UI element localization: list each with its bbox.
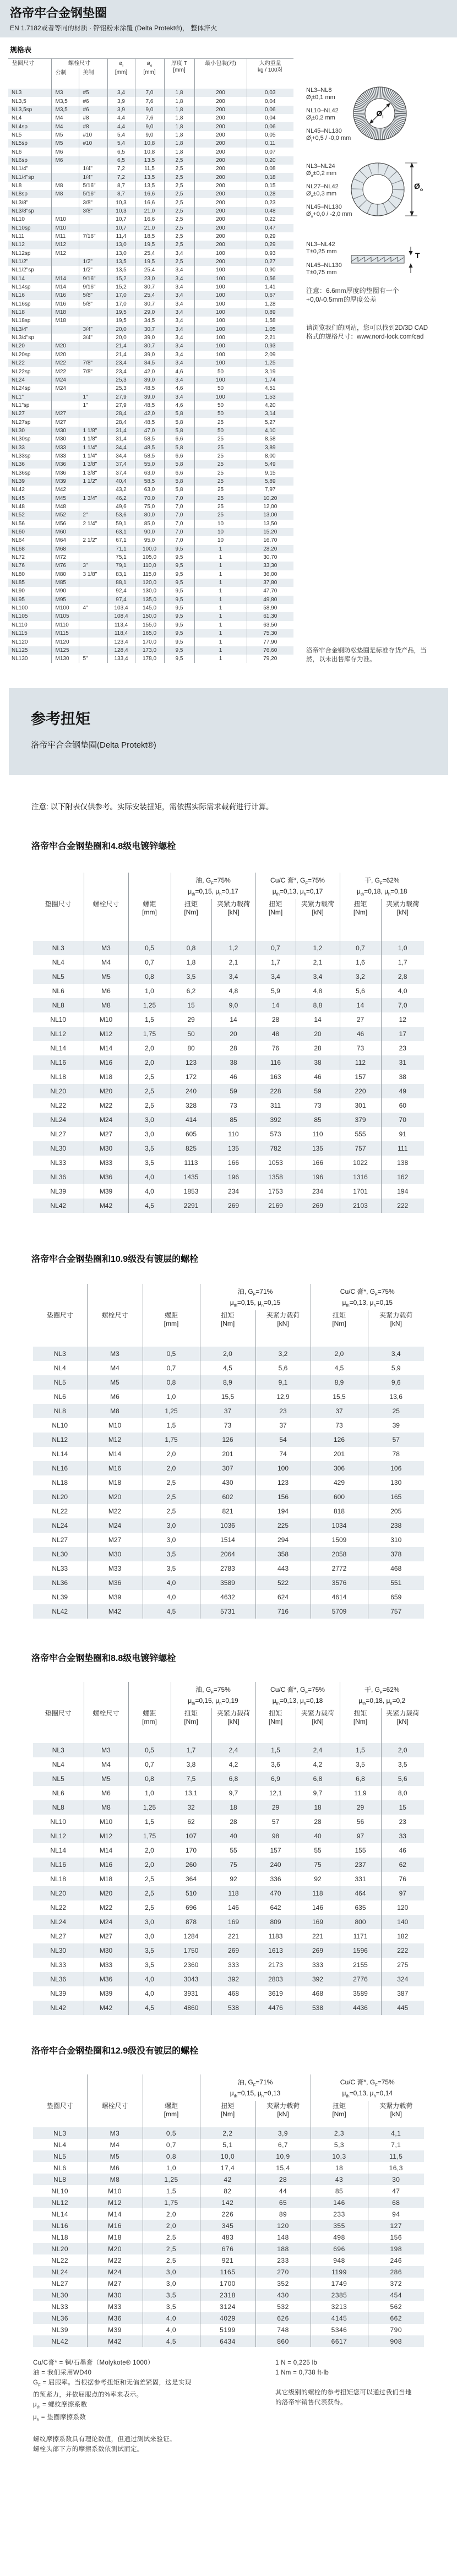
table-row: NL30 M30 1 1/8" 31,4 47,0 5,8 50 4,10: [8, 427, 293, 435]
header-banner: [0, 0, 457, 37]
table-row: NL11 M11 7/16" 11,4 18,5 2,5 200 0,29: [8, 232, 293, 241]
table-row: NL3 M3 #5 3,4 7,0 1,8 200 0,03: [8, 89, 293, 97]
lube-group-oil: 油, $G_F=71\%$ $\mu_{th}=0,15$, $\mu_h=0,13$: [200, 2074, 311, 2101]
table-row: NL22 M22 2,5 821 194 818 205: [33, 1504, 424, 1518]
table-row: NL39 M39 4,0 5199 748 5346 790: [33, 2324, 424, 2335]
table-row: NL36sp M36 1 3/8" 37,4 63,0 6,6 25 9,15: [8, 469, 293, 477]
table-row: NL8 M8 1,25 32 18 29 18 29 15: [33, 1800, 424, 1815]
col-header-torque: 扭矩 [Nm]: [340, 899, 381, 941]
table-row: NL18 M18 2,5 172 46 163 46 157 38: [33, 1070, 424, 1084]
table-row: NL1"sp 1" 27,9 48,5 4,6 50 4,20: [8, 401, 293, 410]
col-header-clamp-load: 夹紧力载荷 [kN]: [296, 899, 340, 941]
footnote-line: 螺纹摩擦系数具有理论数值，但通过测试来验证。: [33, 2436, 176, 2443]
col-header-clamp-load: 夹紧力载荷 [kN]: [211, 899, 255, 941]
table-row: NL33 M33 3,5 3124 532 3213 562: [33, 2301, 424, 2312]
col-header-clamp-load: 夹紧力载荷 [kN]: [368, 2101, 424, 2127]
table-row: NL68 M68 71,1 100,0 9,5 1 28,20: [8, 545, 293, 553]
table-row: NL10 M10 1,5 73 37 73 39: [33, 1418, 424, 1433]
table-row: NL27 M27 3,0 1514 294 1509 310: [33, 1533, 424, 1547]
lube-group-paste: Cu/C 膏*, $G_F=75\%$ $\mu_{th}=0,13$, $\mu_h=0,14$: [311, 2074, 424, 2101]
torque-table-grade-10-9: [33, 1284, 424, 1619]
torque-table-1-body: [33, 941, 424, 1213]
footnote-line: [33, 2425, 270, 2435]
col-header-thickness: 厚度 T [mm]: [164, 59, 194, 89]
lube-group-paste: Cu/C 膏*, $G_F=75\%$ $\mu_{th}=0,13$, $\mu_h=0,15$: [311, 1284, 424, 1310]
page-title: 洛帝牢合金钢垫圈: [10, 6, 107, 20]
table-row: NL12 M12 1,75 142 65 146 68: [33, 2197, 424, 2208]
tolerance-item: NL45–NL130 T±0,75 mm: [306, 262, 342, 276]
col-header-us: 美制: [79, 68, 107, 89]
table-row: NL10 M10 1,5 82 44 85 47: [33, 2185, 424, 2197]
table-row: NL125 M125 128,4 173,0 9,5 1 76,60: [8, 646, 293, 655]
table-row: NL110 M110 113,4 155,0 9,5 1 63,50: [8, 621, 293, 629]
lube-group-oil: 油, $G_F=71\%$ $\mu_{th}=0,15$, $\mu_h=0,15$: [200, 1284, 311, 1310]
torque-table-4-title: 洛帝牢合金钢垫圈和12.9级没有镀层的螺栓: [31, 2046, 199, 2056]
table-row: NL42 M42 4,5 5731 716 5709 757: [33, 1604, 424, 1619]
col-header-bolt-size: 螺栓尺寸: [84, 899, 128, 941]
table-row: NL16sp M16 5/8" 17,0 30,7 3,4 100 1,28: [8, 300, 293, 308]
table-row: NL22 M22 7/8" 23,4 34,5 3,4 100 1,25: [8, 359, 293, 367]
table-row: NL14 M14 2,0 170 55 157 55 155 46: [33, 1843, 424, 1858]
table-row: NL24 M24 25,3 39,0 3,4 100 1,74: [8, 376, 293, 384]
footnote-line: $G_F$ = 屈服率。当根据参考扭矩和无偏差紧固，这是实现: [33, 2379, 192, 2388]
table-row: NL36 M36 4,0 1435 196 1358 196 1316 162: [33, 1170, 424, 1184]
col-header-washer-size: 垫圈尺寸: [46, 2102, 73, 2110]
torque-table-grade-8-8: [33, 1682, 424, 2015]
table-row: NL14 M14 2,0 226 89 233 94: [33, 2208, 424, 2220]
table-row: NL42 M42 43,2 63,0 5,8 25 7,97: [8, 486, 293, 494]
table-row: NL22 M22 2,5 696 146 642 146 635 120: [33, 1900, 424, 1915]
table-row: NL33 M33 3,5 2360 333 2173 333 2155 275: [33, 1958, 424, 1972]
col-header-torque: 扭矩 [Nm]: [340, 1708, 381, 1743]
table-row: NL16 M16 2,0 260 75 240 75 237 62: [33, 1858, 424, 1872]
table-row: NL1/2"sp 1/2" 13,5 25,4 3,4 100 0,90: [8, 266, 293, 274]
col-header-clamp-load: 夹紧力载荷 [kN]: [255, 1310, 311, 1347]
table-row: NL36 M36 1 3/8" 37,4 55,0 5,8 25 5,49: [8, 460, 293, 469]
washer-cross-section-diagram: [350, 247, 422, 273]
lube-group-oil: 油, $G_F=75\%$ $\mu_{th}=0,15$, $\mu_h=0,17$: [171, 873, 255, 899]
table-row: NL90 M90 92,4 130,0 9,5 1 47,70: [8, 587, 293, 595]
footnote-line: 螺栓头部下方的摩擦系数依测试而定。: [33, 2446, 144, 2453]
table-row: NL8 M8 1,25 42 28 43 30: [33, 2174, 424, 2185]
footnote-line: 的洛帝牢销售代表获得。: [275, 2399, 347, 2406]
col-header-torque: 扭矩 [Nm]: [200, 2101, 255, 2127]
table-row: NL10 M10 10,7 16,6 2,5 200 0,22: [8, 215, 293, 224]
table-row: NL42 M42 4,5 2291 269 2169 269 2103 222: [33, 1199, 424, 1213]
table-row: NL33 M33 3,5 2783 443 2772 468: [33, 1561, 424, 1576]
table-row: NL3 M3 0,5 0,8 1,2 0,7 1,2 0,7 1,0: [33, 941, 424, 955]
table-row: NL12 M12 1,75 107 40 98 40 97 33: [33, 1829, 424, 1843]
table-row: NL52 M52 2" 53,6 80,0 7,0 25 13,00: [8, 511, 293, 519]
table-row: NL30sp M30 1 1/8" 31,4 58,5 6,6 25 8,58: [8, 435, 293, 443]
table-row: NL42 M42 4,5 4860 538 4476 538 4436 445: [33, 2001, 424, 2015]
table-row: NL39 M39 4,0 1853 234 1753 234 1701 194: [33, 1184, 424, 1199]
col-header-pitch: 螺距 [mm]: [128, 1708, 171, 1743]
table-row: NL22sp M22 7/8" 23,4 42,0 4,6 50 3,19: [8, 367, 293, 375]
table-row: NL39 M39 4,0 3931 468 3619 468 3589 387: [33, 1986, 424, 2001]
table-row: NL14sp M14 9/16" 15,2 30,7 3,4 100 1,41: [8, 283, 293, 291]
table-row: NL3/8" 3/8" 10,3 16,6 2,5 200 0,23: [8, 198, 293, 206]
table-row: NL3,5sp M3,5 #6 3,9 9,0 1,8 200 0,06: [8, 106, 293, 114]
table-row: NL4 M4 0,7 4,5 5,6 4,5 5,9: [33, 1361, 424, 1375]
spec-section-label: 规格表: [10, 46, 32, 54]
col-header-washer-size: 垫圈尺寸: [46, 1311, 73, 1319]
table-row: NL18 M18 2,5 483 148 498 156: [33, 2231, 424, 2243]
col-header-torque: 扭矩 [Nm]: [311, 1310, 368, 1347]
torque-section-banner: [9, 688, 448, 775]
table-row: NL18 M18 19,5 29,0 3,4 100 0,89: [8, 308, 293, 317]
col-header-bolt-size: 螺栓尺寸: [51, 59, 107, 69]
col-header-washer-size: 垫圈尺寸: [45, 900, 72, 908]
col-header-outer-diameter: $ø_o$ [mm]: [135, 59, 164, 89]
footnote-line: $\mu_h$ = 垫圈摩擦系数: [33, 2414, 86, 2422]
footnote-line: [275, 2378, 446, 2388]
table-row: NL105 M105 108,4 150,0 9,5 1 61,30: [8, 612, 293, 620]
spec-table: [8, 58, 293, 663]
table-row: NL8 M8 1,25 37 23 37 25: [33, 1404, 424, 1418]
table-row: NL3/4"sp 3/4" 20,0 39,0 3,4 100 2,21: [8, 334, 293, 342]
table-row: NL27 M27 3,0 1284 221 1183 221 1171 182: [33, 1929, 424, 1943]
col-header-bolt-size: 螺栓尺寸: [87, 1310, 143, 1347]
table-row: NL85 M85 88,1 120,0 9,5 1 37,80: [8, 579, 293, 587]
table-row: NL20 M20 21,4 30,7 3,4 100 0,93: [8, 342, 293, 350]
table-row: NL24 M24 3,0 1036 225 1034 238: [33, 1518, 424, 1533]
col-header-min-pack: 最小包装(对): [194, 59, 247, 89]
col-header-torque: 扭矩 [Nm]: [171, 899, 211, 941]
table-row: NL48 M48 49,6 75,0 7,0 25 12,00: [8, 503, 293, 511]
cad-note: 请浏览我们的网站，您可以找到2D/3D CAD 格式的规格尺寸：www.nord-lock.com/cad: [306, 325, 428, 340]
table-row: NL16 M16 2,0 123 38 116 38 112 31: [33, 1055, 424, 1070]
table-row: NL8 M8 1,25 15 9,0 14 8,8 14 7,0: [33, 998, 424, 1012]
thickness-note: 注意：6.6mm厚度的垫圈有一个 +0,0/-0.5mm的厚度公差: [306, 287, 399, 303]
col-header-clamp-load: 夹紧力载荷 [kN]: [296, 1708, 340, 1743]
table-row: NL5sp M5 #10 5,4 10,8 1,8 200 0,11: [8, 139, 293, 148]
table-row: NL3/4" 3/4" 20,0 30,7 3,4 100 1,05: [8, 325, 293, 334]
tolerance-item: NL10–NL42 $Ø_i\pm 0,2$ mm: [306, 107, 339, 123]
table-row: NL14 M14 2,0 201 74 201 78: [33, 1447, 424, 1461]
table-row: NL27 M27 28,4 42,0 5,8 50 3,14: [8, 410, 293, 418]
col-header-clamp-load: 夹紧力载荷 [kN]: [255, 2101, 311, 2127]
table-row: NL27 M27 3,0 605 110 573 110 555 91: [33, 1127, 424, 1141]
table-row: NL1/4" 1/4" 7,2 11,5 2,5 200 0,08: [8, 165, 293, 173]
table-row: NL16 M16 2,0 307 100 306 106: [33, 1461, 424, 1475]
torque-table-3-title: 洛帝牢合金钢垫圈和8.8级电镀锌螺栓: [31, 1654, 176, 1663]
table-row: NL3,5 M3,5 #6 3,9 7,6 1,8 200 0,04: [8, 97, 293, 105]
table-row: NL36 M36 4,0 4029 626 4145 662: [33, 2312, 424, 2324]
col-header-pitch: 螺距 [mm]: [128, 899, 171, 941]
table-row: NL12sp M12 13,0 25,4 3,4 100 0,93: [8, 249, 293, 258]
torque-section-subtitle: 洛帝牢合金钢垫圈(Delta Protekt®): [31, 740, 156, 750]
washer-outer-diameter-diagram: [350, 161, 422, 218]
footnote-line: 1 Nm = 0,738 ft-lb: [275, 2370, 329, 2376]
table-row: NL3 M3 0,5 1,7 2,4 1,5 2,4 1,5 2,0: [33, 1743, 424, 1757]
footnote-line: 的预紧力，并依屈服点的%率来表示。: [33, 2392, 143, 2399]
table-row: NL6 M6 6,5 10,8 1,8 200 0,07: [8, 148, 293, 156]
table-row: NL120 M120 123,4 170,0 9,5 1 77,90: [8, 638, 293, 646]
footnotes-left: [33, 2358, 270, 2454]
torque-table-3-body: [33, 1743, 424, 2015]
col-header-pitch: 螺距 [mm]: [143, 2101, 200, 2127]
table-row: NL1" 1" 27,9 39,0 3,4 100 1,53: [8, 393, 293, 401]
table-row: NL30 M30 3,5 2064 358 2058 378: [33, 1547, 424, 1561]
table-row: NL12 M12 1,75 126 54 126 57: [33, 1433, 424, 1447]
table-row: NL100 M100 4" 103,4 145,0 9,5 1 58,90: [8, 604, 293, 612]
footnote-line: 1 N = 0,225 lb: [275, 2360, 318, 2366]
footnote-line: $\mu_{th}$ = 螺纹摩擦系数: [33, 2401, 88, 2410]
col-header-washer-size: 垫圈尺寸: [45, 1709, 72, 1717]
table-row: NL24 M24 3,0 414 85 392 85 379 70: [33, 1113, 424, 1127]
footnotes-right: [275, 2358, 446, 2408]
col-header-inner-diameter: $ø_i$ [mm]: [107, 59, 135, 89]
table-row: NL3 M3 0,5 2,0 3,2 2,0 3,4: [33, 1347, 424, 1361]
table-row: NL39 M39 1 1/2" 40,4 58,5 5,8 25 5,89: [8, 477, 293, 486]
table-row: NL20 M20 2,5 510 118 470 118 464 97: [33, 1886, 424, 1900]
torque-table-2-title: 洛帝牢合金钢垫圈和10.9级没有镀层的螺栓: [31, 1255, 199, 1264]
table-row: NL6 M6 1,0 15,5 12,9 15,5 13,6: [33, 1390, 424, 1404]
table-row: NL4 M4 0,7 3,8 4,2 3,6 4,2 3,5 3,5: [33, 1757, 424, 1772]
table-row: NL45 M45 1 3/4" 46,2 70,0 7,0 25 10,20: [8, 494, 293, 503]
tolerance-item: NL45–NL130 $Ø_i+0,5 / -0,0$ mm: [306, 128, 351, 143]
spec-table-body: [8, 89, 293, 663]
thickness-symbol: T: [415, 251, 420, 260]
col-header-clamp-load: 夹紧力载荷 [kN]: [381, 899, 424, 941]
tolerance-item: NL3–NL8 $Ø_i\pm 0,1$ mm: [306, 87, 335, 102]
col-header-pitch: 螺距 [mm]: [143, 1310, 200, 1347]
table-row: NL20sp M20 21,4 39,0 3,4 100 2,09: [8, 351, 293, 359]
table-row: NL22 M22 2,5 328 73 311 73 301 60: [33, 1098, 424, 1113]
table-row: NL115 M115 118,4 165,0 9,5 1 75,30: [8, 629, 293, 638]
table-row: NL30 M30 3,5 2318 430 2385 454: [33, 2289, 424, 2301]
table-row: NL36 M36 4,0 3589 522 3576 551: [33, 1576, 424, 1590]
table-row: NL10 M10 1,5 62 28 57 28 56 23: [33, 1815, 424, 1829]
col-header-metric: 公制: [51, 68, 79, 89]
col-header-torque: 扭矩 [Nm]: [200, 1310, 255, 1347]
table-row: NL4 M4 #8 4,4 7,6 1,8 200 0,04: [8, 114, 293, 122]
table-row: NL18 M18 2,5 364 92 336 92 331 76: [33, 1872, 424, 1886]
stock-note: 洛帝牢合金钢防松垫圈是标准存货产品，当 然，以未出售库存为准。: [306, 647, 427, 663]
table-row: NL24 M24 3,0 1165 270 1199 286: [33, 2266, 424, 2278]
footnote-line: 油 = 我们采用WD40: [33, 2370, 92, 2376]
torque-table-grade-12-9: [33, 2074, 424, 2347]
table-row: NL1/4"sp 1/4" 7,2 13,5 2,5 200 0,18: [8, 173, 293, 181]
table-row: NL4sp M4 #8 4,4 9,0 1,8 200 0,06: [8, 122, 293, 130]
table-row: NL1/2" 1/2" 13,5 19,5 2,5 200 0,27: [8, 258, 293, 266]
table-row: NL20 M20 2,5 602 156 600 165: [33, 1490, 424, 1504]
table-row: NL5 M5 0,8 10,0 10,9 10,3 11,5: [33, 2150, 424, 2162]
table-row: NL20 M20 2,5 240 59 228 59 220 49: [33, 1084, 424, 1098]
torque-section-title: 参考扭矩: [31, 711, 90, 727]
torque-table-grade-4-8: [33, 873, 424, 1213]
lube-group-paste: Cu/C 膏*, $G_F=75\%$ $\mu_{th}=0,13$, $\mu_h=0,17$: [255, 873, 340, 899]
col-header-weight: 大约重量 kg / 100对: [247, 59, 293, 89]
table-row: NL22 M22 2,5 921 233 948 246: [33, 2254, 424, 2266]
torque-table-2-body: [33, 1347, 424, 1619]
table-row: NL5 M5 #10 5,4 9,0 1,8 200 0,05: [8, 131, 293, 139]
table-row: NL80 M80 3 1/8" 83,1 115,0 9,5 1 36,00: [8, 570, 293, 579]
table-row: NL64 M64 2 1/2" 67,1 95,0 7,0 10 16,70: [8, 536, 293, 544]
table-row: NL24sp M24 25,3 48,5 4,6 50 4,51: [8, 384, 293, 393]
table-row: NL16 M16 5/8" 17,0 25,4 3,4 100 0,67: [8, 291, 293, 299]
table-row: NL10sp M10 10,7 21,0 2,5 200 0,47: [8, 224, 293, 232]
table-row: NL6 M6 1,0 6,2 4,8 5,9 4,8 5,6 4,0: [33, 984, 424, 998]
col-header-clamp-load: 夹紧力载荷 [kN]: [381, 1708, 424, 1743]
table-row: NL24 M24 3,0 878 169 809 169 800 140: [33, 1915, 424, 1929]
table-row: NL95 M95 97,4 135,0 9,5 1 49,80: [8, 596, 293, 604]
col-header-torque: 扭矩 [Nm]: [255, 1708, 296, 1743]
footnote-line: Cu/C膏* = 铜/石墨膏（Molykote® 1000）: [33, 2360, 154, 2366]
lube-group-dry: 干, $G_F=62\%$ $\mu_{th}=0,18$, $\mu_h=0,18$: [340, 873, 424, 899]
table-row: NL30 M30 3,5 825 135 782 135 757 111: [33, 1141, 424, 1156]
table-row: NL8 M8 5/16" 8,7 13,5 2,5 200 0,15: [8, 182, 293, 190]
inner-diameter-symbol: $Ø_i$: [376, 109, 384, 119]
table-row: NL6sp M6 6,5 13,5 2,5 200 0,20: [8, 156, 293, 165]
tolerance-item: NL3–NL24 $Ø_o\pm 0,2$ mm: [306, 163, 337, 178]
table-row: NL3/8"sp 3/8" 10,3 21,0 2,5 200 0,48: [8, 207, 293, 215]
table-row: NL33 M33 1 1/4" 34,4 48,5 5,8 25 3,89: [8, 443, 293, 451]
table-row: NL5 M5 0,8 7,5 6,8 6,9 6,8 6,8 5,6: [33, 1772, 424, 1786]
table-row: NL42 M42 4,5 6434 860 6617 908: [33, 2335, 424, 2347]
table-row: NL18 M18 2,5 430 123 429 130: [33, 1475, 424, 1490]
tolerance-item: NL45–NL130 $Ø_o+0,0 / -2,0$ mm: [306, 204, 352, 219]
col-header-clamp-load: 夹紧力载荷 [kN]: [368, 1310, 424, 1347]
table-row: NL30 M30 3,5 1750 269 1613 269 1596 222: [33, 1943, 424, 1958]
table-row: NL39 M39 4,0 4632 624 4614 659: [33, 1590, 424, 1604]
table-row: NL4 M4 0,7 1,8 2,1 1,7 2,1 1,6 1,7: [33, 955, 424, 970]
outer-diameter-symbol: $Ø_o$: [414, 182, 423, 192]
lube-group-dry: 干, $G_F=62\%$ $\mu_{th}=0,18$, $\mu_h=0,2$: [340, 1682, 424, 1708]
torque-table-4-body: [33, 2127, 424, 2347]
col-header-torque: 扭矩 [Nm]: [171, 1708, 211, 1743]
table-row: NL12 M12 1,75 50 20 48 20 46 17: [33, 1027, 424, 1041]
col-header-bolt-size: 螺栓尺寸: [84, 1708, 128, 1743]
table-row: NL72 M72 75,1 105,0 9,5 1 30,70: [8, 553, 293, 562]
table-row: NL6 M6 1,0 17,4 15,4 18 16,3: [33, 2162, 424, 2174]
col-header-clamp-load: 夹紧力载荷 [kN]: [211, 1708, 255, 1743]
footnote-line: 其它级别的螺栓的参考扭矩您可以通过我们当地: [275, 2389, 412, 2396]
table-row: NL5 M5 0,8 3,5 3,4 3,4 3,4 3,2 2,8: [33, 970, 424, 984]
table-row: NL33sp M33 1 1/4" 34,4 58,5 6,6 25 8,00: [8, 452, 293, 460]
table-row: NL27 M27 3,0 1700 352 1749 372: [33, 2278, 424, 2289]
table-row: NL60 M60 63,1 90,0 7,0 10 15,20: [8, 528, 293, 536]
table-row: NL16 M16 2,0 345 120 355 127: [33, 2220, 424, 2231]
lube-group-paste: Cu/C 膏*, $G_F=75\%$ $\mu_{th}=0,13$, $\mu_h=0,18$: [255, 1682, 340, 1708]
page-subtitle: EN 1.7182或者等同的材质 · 锌铝粉末涂覆 (Delta Protekt®)， 整体淬火: [10, 24, 217, 32]
tolerance-item: NL3–NL42 T±0,25 mm: [306, 241, 337, 255]
table-row: NL14 M14 9/16" 15,2 23,0 3,4 100 0,56: [8, 275, 293, 283]
torque-table-1-title: 洛帝牢合金钢垫圈和4.8级电镀锌螺栓: [31, 842, 176, 851]
table-row: NL4 M4 0,7 5,1 6,7 5,3 7,1: [33, 2139, 424, 2150]
table-row: NL6 M6 1,0 13,1 9,7 12,1 9,7 11,9 8,0: [33, 1786, 424, 1800]
table-row: NL76 M76 3" 79,1 110,0 9,5 1 33,30: [8, 562, 293, 570]
tolerance-item: NL27–NL42 $Ø_o\pm 0,3$ mm: [306, 183, 339, 199]
col-header-torque: 扭矩 [Nm]: [255, 899, 296, 941]
table-row: NL12 M12 13,0 19,5 2,5 200 0,29: [8, 241, 293, 249]
col-header-bolt-size: 螺栓尺寸: [87, 2101, 143, 2127]
table-row: NL18sp M18 19,5 34,5 3,4 100 1,58: [8, 317, 293, 325]
table-row: NL27sp M27 28,4 48,5 5,8 25 5,27: [8, 418, 293, 426]
lube-group-oil: 油, $G_F=75\%$ $\mu_{th}=0,15$, $\mu_h=0,19$: [171, 1682, 255, 1708]
table-row: NL56 M56 2 1/4" 59,1 85,0 7,0 10 13,50: [8, 520, 293, 528]
table-row: NL3 M3 0,5 2,2 3,9 2,3 4,1: [33, 2127, 424, 2139]
table-row: NL8sp M8 5/16" 8,7 16,6 2,5 200 0,28: [8, 190, 293, 198]
table-row: NL130 M130 5" 133,4 178,0 9,5 1 79,20: [8, 655, 293, 663]
table-row: NL20 M20 2,5 676 188 696 198: [33, 2243, 424, 2254]
table-row: NL14 M14 2,0 80 28 76 28 73 23: [33, 1041, 424, 1055]
table-row: NL10 M10 1,5 29 14 28 14 27 12: [33, 1012, 424, 1027]
table-row: NL33 M33 3,5 1113 166 1053 166 1022 138: [33, 1156, 424, 1170]
col-header-washer-size: 垫圈尺寸: [12, 61, 34, 67]
col-header-torque: 扭矩 [Nm]: [311, 2101, 368, 2127]
torque-disclaimer: 注意: 以下附表仅供参考。实际安装扭矩，需依据实际需求载荷进行计算。: [31, 803, 274, 811]
table-row: NL5 M5 0,8 8,9 9,1 8,9 9,6: [33, 1375, 424, 1390]
table-row: NL36 M36 4,0 3043 392 2803 392 2776 324: [33, 1972, 424, 1986]
